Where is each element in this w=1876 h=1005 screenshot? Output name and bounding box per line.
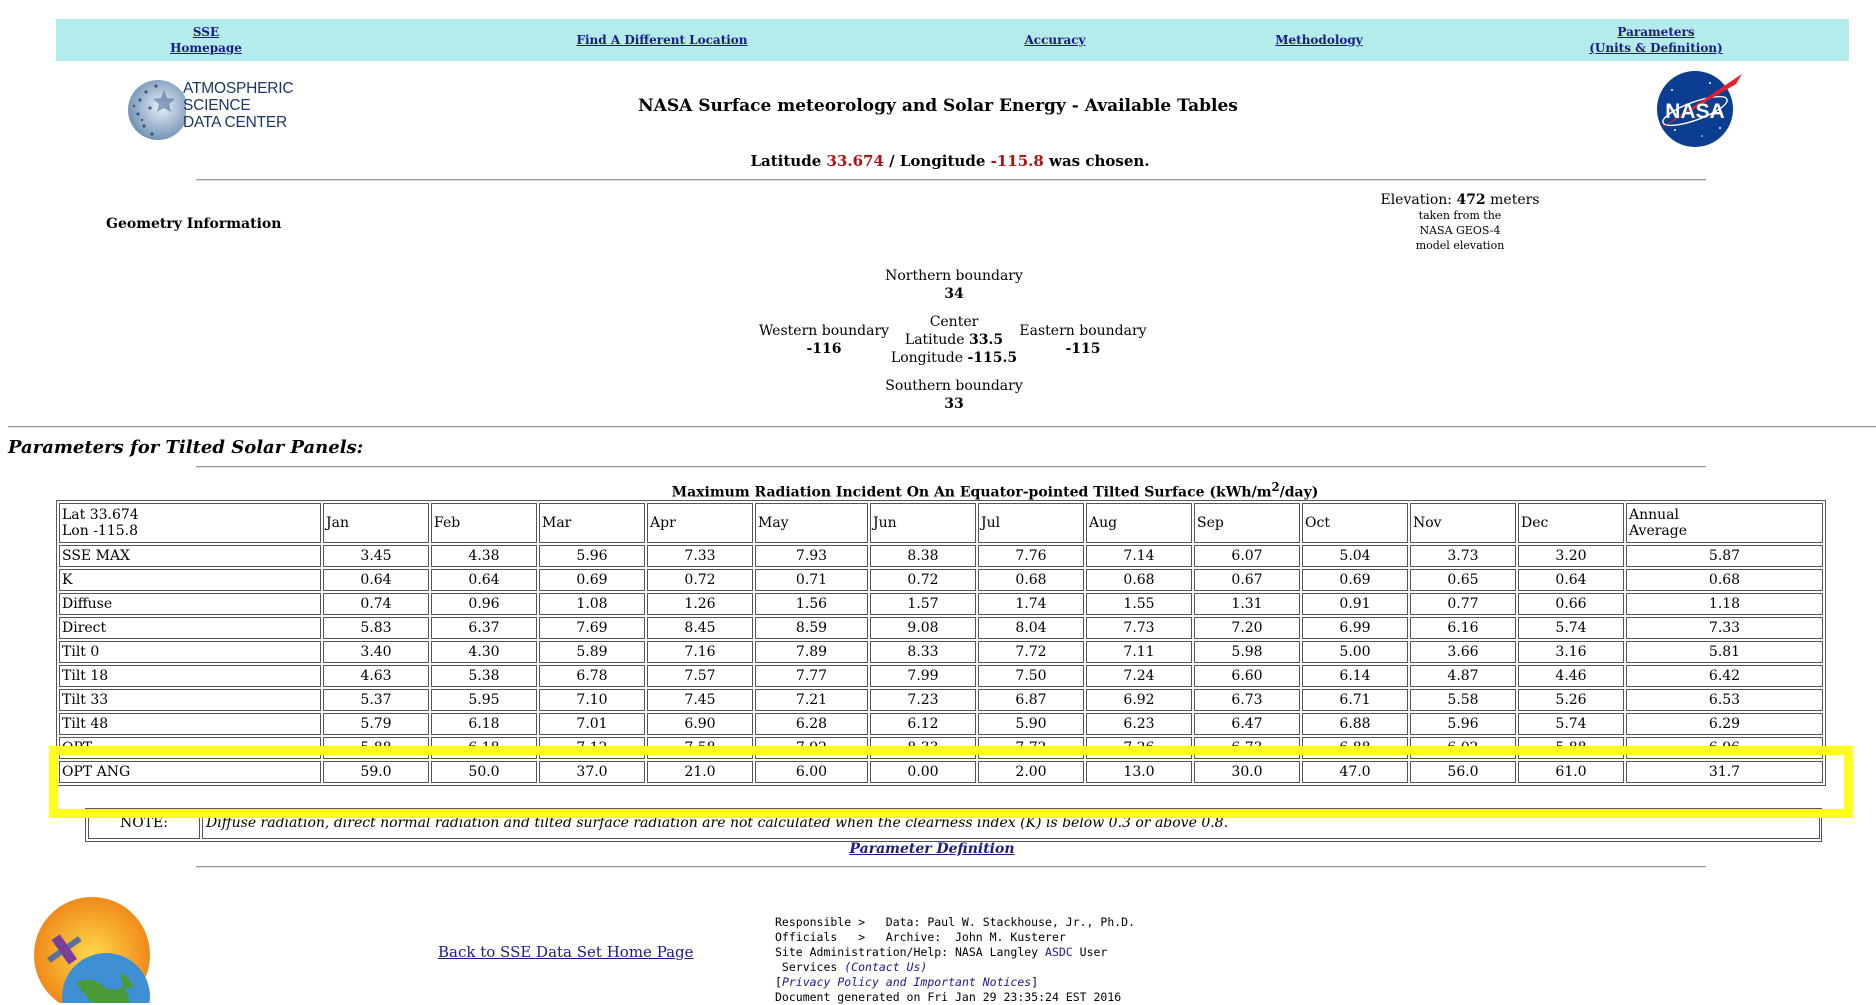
table-cell: 5.00 [1302, 641, 1408, 663]
table-cell: 7.73 [1086, 617, 1192, 639]
table-cell: 6.23 [1086, 713, 1192, 735]
center-lon-value: -115.5 [967, 350, 1018, 366]
table-cell: 5.87 [1626, 545, 1823, 567]
row-label: K [59, 569, 321, 591]
boundary-value: -116 [806, 341, 842, 357]
table-cell: 6.14 [1302, 665, 1408, 687]
boundary-label: Eastern boundary [1019, 323, 1147, 339]
table-cell: 5.04 [1302, 545, 1408, 567]
back-to-sse-link[interactable]: Back to SSE Data Set Home Page [438, 943, 694, 961]
table-cell: 0.65 [1410, 569, 1516, 591]
northern-boundary [880, 267, 1028, 303]
column-header [1626, 503, 1823, 543]
table-cell: 8.59 [755, 617, 868, 639]
table-cell: 5.96 [1410, 713, 1516, 735]
table-cell: 5.88 [1518, 737, 1624, 759]
table-cell: 6.78 [539, 665, 645, 687]
nav-link-line: Homepage [170, 41, 242, 55]
table-cell: 8.33 [870, 737, 976, 759]
table-cell: 7.69 [539, 617, 645, 639]
footer-text: ] [1031, 975, 1039, 989]
center-lat-label: Latitude [904, 332, 965, 348]
table-cell: 1.55 [1086, 593, 1192, 615]
center-lat-value: 33.5 [968, 332, 1004, 348]
table-corner-cell [59, 503, 321, 543]
row-label: Tilt 18 [59, 665, 321, 687]
footer-line: Officials > Archive: John M. Kusterer [775, 930, 1066, 944]
table-cell: 7.33 [1626, 617, 1823, 639]
table-cell: 0.68 [1626, 569, 1823, 591]
column-header: Oct [1302, 503, 1408, 543]
table-cell: 0.64 [1518, 569, 1624, 591]
center-coordinates [888, 313, 1020, 367]
table-cell: 6.53 [1626, 689, 1823, 711]
eastern-boundary [1013, 322, 1153, 358]
nasa-logo-text: NASA [1665, 100, 1725, 123]
table-cell: 0.69 [1302, 569, 1408, 591]
table-cell: 6.96 [1626, 737, 1823, 759]
asdc-logo-text: ATMOSPHERIC [183, 80, 294, 97]
table-cell: 1.56 [755, 593, 868, 615]
table-cell: 5.88 [323, 737, 429, 759]
footer-generated: Document generated on Fri Jan 29 23:35:24 EST 2016 [775, 990, 1122, 1004]
table-cell: 5.95 [431, 689, 537, 711]
table-cell: 6.73 [1194, 737, 1300, 759]
table-cell: 6.99 [1302, 617, 1408, 639]
table-cell: 6.00 [755, 761, 868, 783]
table-cell: 5.26 [1518, 689, 1624, 711]
center-lon-label: Longitude [890, 350, 963, 366]
table-cell: 5.96 [539, 545, 645, 567]
column-header: Mar [539, 503, 645, 543]
table-cell: 7.45 [647, 689, 753, 711]
table-cell: 4.46 [1518, 665, 1624, 687]
table-cell: 0.64 [323, 569, 429, 591]
table-cell: 1.74 [978, 593, 1084, 615]
table-cell: 8.04 [978, 617, 1084, 639]
latitude-value: 33.674 [826, 152, 884, 170]
elevation-unit: meters [1490, 192, 1540, 208]
table-cell: 1.57 [870, 593, 976, 615]
table-cell: 6.02 [1410, 737, 1516, 759]
table-row [59, 737, 1823, 759]
nav-methodology-link[interactable]: Methodology [1275, 33, 1363, 47]
footer-text: User [1072, 945, 1108, 959]
table-cell: 7.50 [978, 665, 1084, 687]
table-cell: 8.45 [647, 617, 753, 639]
table-cell: 7.20 [1194, 617, 1300, 639]
divider [196, 466, 1706, 468]
table-cell: 6.87 [978, 689, 1084, 711]
sse-logo[interactable] [28, 893, 158, 1003]
elevation-note: model elevation [1415, 239, 1505, 252]
table-cell: 13.0 [1086, 761, 1192, 783]
divider [196, 866, 1706, 868]
table-cell: 37.0 [539, 761, 645, 783]
radiation-table [56, 500, 1826, 786]
table-cell: 1.26 [647, 593, 753, 615]
boundary-label: Western boundary [758, 323, 890, 339]
elevation-note: taken from the [1418, 209, 1502, 222]
table-cell: 56.0 [1410, 761, 1516, 783]
table-cell: 6.07 [1194, 545, 1300, 567]
top-nav-bar [56, 19, 1849, 61]
geometry-info-label: Geometry Information [106, 216, 282, 232]
table-cell: 7.72 [978, 641, 1084, 663]
column-header: Jan [323, 503, 429, 543]
footer-line: Responsible > Data: Paul W. Stackhouse, Jr., Ph.D. [775, 915, 1136, 929]
footer-text: Site Administration/Help: NASA Langley [775, 945, 1046, 959]
table-cell: 1.08 [539, 593, 645, 615]
chosen-location-line [0, 152, 1876, 170]
boundary-value: 34 [944, 286, 964, 302]
boundary-label: Southern boundary [885, 378, 1023, 394]
longitude-value: -115.8 [990, 152, 1044, 170]
table-cell: 5.37 [323, 689, 429, 711]
table-row [59, 593, 1823, 615]
table-cell: 8.33 [870, 641, 976, 663]
table-cell: 0.71 [755, 569, 868, 591]
table-row [59, 713, 1823, 735]
separator: / [889, 152, 895, 170]
corner-line: Lon -115.8 [62, 523, 139, 539]
table-cell: 3.40 [323, 641, 429, 663]
footer-line [775, 960, 1135, 975]
nav-link-line: (Units & Definition) [1589, 41, 1723, 55]
note-label: NOTE: [88, 811, 200, 839]
table-cell: 0.72 [647, 569, 753, 591]
table-cell: 31.7 [1626, 761, 1823, 783]
table-cell: 0.00 [870, 761, 976, 783]
table-cell: 6.29 [1626, 713, 1823, 735]
row-label: OPT [59, 737, 321, 759]
asdc-logo-text: SCIENCE [183, 97, 251, 114]
table-cell: 4.87 [1410, 665, 1516, 687]
table-cell: 0.91 [1302, 593, 1408, 615]
table-cell: 5.79 [323, 713, 429, 735]
table-row [59, 569, 1823, 591]
footer-text: Services [775, 960, 845, 974]
table-cell: 30.0 [1194, 761, 1300, 783]
row-label: Tilt 33 [59, 689, 321, 711]
table-cell: 6.37 [431, 617, 537, 639]
table-cell: 0.69 [539, 569, 645, 591]
table-cell: 7.99 [870, 665, 976, 687]
column-header: May [755, 503, 868, 543]
table-cell: 6.18 [431, 737, 537, 759]
table-cell: 6.73 [1194, 689, 1300, 711]
elevation-value: 472 [1456, 192, 1486, 208]
table-cell: 5.58 [1410, 689, 1516, 711]
corner-line: Lat 33.674 [62, 507, 139, 523]
column-header: Jun [870, 503, 976, 543]
table-cell: 3.66 [1410, 641, 1516, 663]
elevation-note: NASA GEOS-4 [1419, 224, 1501, 237]
table-cell: 0.77 [1410, 593, 1516, 615]
table-title-text: /day) [1279, 484, 1319, 501]
satellite-globe-icon [28, 893, 158, 1003]
nav-parameters-link[interactable] [1556, 24, 1756, 56]
boundary-value: -115 [1065, 341, 1101, 357]
longitude-label: Longitude [899, 152, 986, 170]
table-cell: 0.72 [870, 569, 976, 591]
table-cell: 7.12 [539, 737, 645, 759]
nav-link-line: SSE [192, 25, 220, 39]
table-cell: 7.01 [539, 713, 645, 735]
table-row [59, 641, 1823, 663]
table-cell: 5.89 [539, 641, 645, 663]
nav-sse-homepage-link[interactable] [146, 24, 266, 56]
column-header: Nov [1410, 503, 1516, 543]
page-title: NASA Surface meteorology and Solar Energy - Available Tables [638, 96, 1238, 116]
row-label: Tilt 0 [59, 641, 321, 663]
table-title-text: Maximum Radiation Incident On An Equator-pointed Tilted Surface (kWh/m [671, 484, 1272, 501]
column-header: Dec [1518, 503, 1624, 543]
table-cell: 0.67 [1194, 569, 1300, 591]
asdc-link[interactable]: ASDC [1045, 945, 1073, 959]
table-cell: 21.0 [647, 761, 753, 783]
column-header-line: Average [1629, 523, 1688, 539]
divider [8, 426, 1876, 428]
row-label: Tilt 48 [59, 713, 321, 735]
table-cell: 0.74 [323, 593, 429, 615]
table-cell: 5.83 [323, 617, 429, 639]
table-title [0, 480, 1876, 501]
row-label: Diffuse [59, 593, 321, 615]
table-cell: 7.57 [647, 665, 753, 687]
parameter-definition-link[interactable]: Parameter Definition [849, 841, 1015, 857]
column-header-line: Annual [1629, 507, 1679, 523]
table-cell: 50.0 [431, 761, 537, 783]
contact-us-link[interactable]: (Contact Us) [844, 960, 928, 974]
nav-accuracy-link[interactable]: Accuracy [1024, 33, 1086, 47]
table-cell: 7.58 [647, 737, 753, 759]
note-text: Diffuse radiation, direct normal radiation and tilted surface radiation are not calculated when the clearness index (K) is below 0.3 or above 0.8. [202, 811, 1820, 839]
table-title-sup: 2 [1271, 480, 1280, 494]
table-cell: 7.89 [755, 641, 868, 663]
table-cell: 47.0 [1302, 761, 1408, 783]
table-cell: 6.90 [647, 713, 753, 735]
table-cell: 3.20 [1518, 545, 1624, 567]
boundary-label: Northern boundary [885, 268, 1023, 284]
row-label: Direct [59, 617, 321, 639]
table-cell: 5.98 [1194, 641, 1300, 663]
table-cell: 4.38 [431, 545, 537, 567]
table-row [59, 545, 1823, 567]
privacy-policy-link[interactable]: Privacy Policy and Important Notices [781, 975, 1032, 989]
table-cell: 9.08 [870, 617, 976, 639]
table-cell: 7.93 [755, 545, 868, 567]
footer-line [775, 975, 1135, 990]
table-cell: 3.16 [1518, 641, 1624, 663]
table-cell: 6.42 [1626, 665, 1823, 687]
southern-boundary [880, 377, 1028, 413]
elevation-block [1360, 192, 1560, 253]
table-cell: 1.31 [1194, 593, 1300, 615]
table-cell: 7.21 [755, 689, 868, 711]
section-title: Parameters for Tilted Solar Panels: [8, 437, 364, 458]
nav-link-line: Parameters [1617, 25, 1695, 39]
table-cell: 61.0 [1518, 761, 1624, 783]
table-cell: 7.76 [978, 545, 1084, 567]
table-row [59, 665, 1823, 687]
table-cell: 3.45 [323, 545, 429, 567]
table-cell: 7.26 [1086, 737, 1192, 759]
table-cell: 0.66 [1518, 593, 1624, 615]
table-row [59, 761, 1823, 783]
table-cell: 7.16 [647, 641, 753, 663]
divider [196, 179, 1706, 181]
table-cell: 0.68 [1086, 569, 1192, 591]
row-label: OPT ANG [59, 761, 321, 783]
table-cell: 0.64 [431, 569, 537, 591]
table-cell: 6.71 [1302, 689, 1408, 711]
row-label: SSE MAX [59, 545, 321, 567]
table-cell: 6.92 [1086, 689, 1192, 711]
table-cell: 5.38 [431, 665, 537, 687]
footer-responsible-officials [775, 915, 1135, 1005]
table-cell: 59.0 [323, 761, 429, 783]
table-cell: 2.00 [978, 761, 1084, 783]
table-row [59, 689, 1823, 711]
table-cell: 6.18 [431, 713, 537, 735]
table-cell: 6.12 [870, 713, 976, 735]
table-cell: 7.11 [1086, 641, 1192, 663]
column-header: Aug [1086, 503, 1192, 543]
table-cell: 3.73 [1410, 545, 1516, 567]
table-cell: 5.74 [1518, 713, 1624, 735]
table-cell: 7.14 [1086, 545, 1192, 567]
table-cell: 5.81 [1626, 641, 1823, 663]
chosen-suffix: was chosen. [1049, 152, 1150, 170]
table-cell: 6.60 [1194, 665, 1300, 687]
table-cell: 4.63 [323, 665, 429, 687]
column-header: Apr [647, 503, 753, 543]
asdc-logo-text: DATA CENTER [183, 114, 288, 131]
table-cell: 4.30 [431, 641, 537, 663]
table-cell: 7.23 [870, 689, 976, 711]
table-header-row [59, 503, 1823, 543]
table-cell: 0.96 [431, 593, 537, 615]
elevation-label: Elevation: [1380, 192, 1452, 208]
western-boundary [754, 322, 894, 358]
table-cell: 6.28 [755, 713, 868, 735]
table-cell: 0.68 [978, 569, 1084, 591]
column-header: Sep [1194, 503, 1300, 543]
table-cell: 5.74 [1518, 617, 1624, 639]
latitude-label: Latitude [750, 152, 822, 170]
column-header: Jul [978, 503, 1084, 543]
table-cell: 8.38 [870, 545, 976, 567]
radiation-table-wrapper [56, 500, 1826, 786]
center-label: Center [929, 314, 979, 330]
table-cell: 7.72 [978, 737, 1084, 759]
table-cell: 5.90 [978, 713, 1084, 735]
table-row [59, 617, 1823, 639]
table-cell: 7.33 [647, 545, 753, 567]
table-cell: 6.16 [1410, 617, 1516, 639]
table-cell: 6.88 [1302, 713, 1408, 735]
nav-find-location-link[interactable]: Find A Different Location [576, 33, 748, 47]
column-header: Feb [431, 503, 537, 543]
footer-line [775, 945, 1135, 960]
table-cell: 1.18 [1626, 593, 1823, 615]
boundary-value: 33 [944, 396, 964, 412]
table-cell: 6.88 [1302, 737, 1408, 759]
table-note [85, 808, 1822, 842]
table-cell: 7.24 [1086, 665, 1192, 687]
table-cell: 6.47 [1194, 713, 1300, 735]
table-cell: 7.92 [755, 737, 868, 759]
table-cell: 7.10 [539, 689, 645, 711]
footer-text: [ [775, 975, 782, 989]
table-cell: 7.77 [755, 665, 868, 687]
